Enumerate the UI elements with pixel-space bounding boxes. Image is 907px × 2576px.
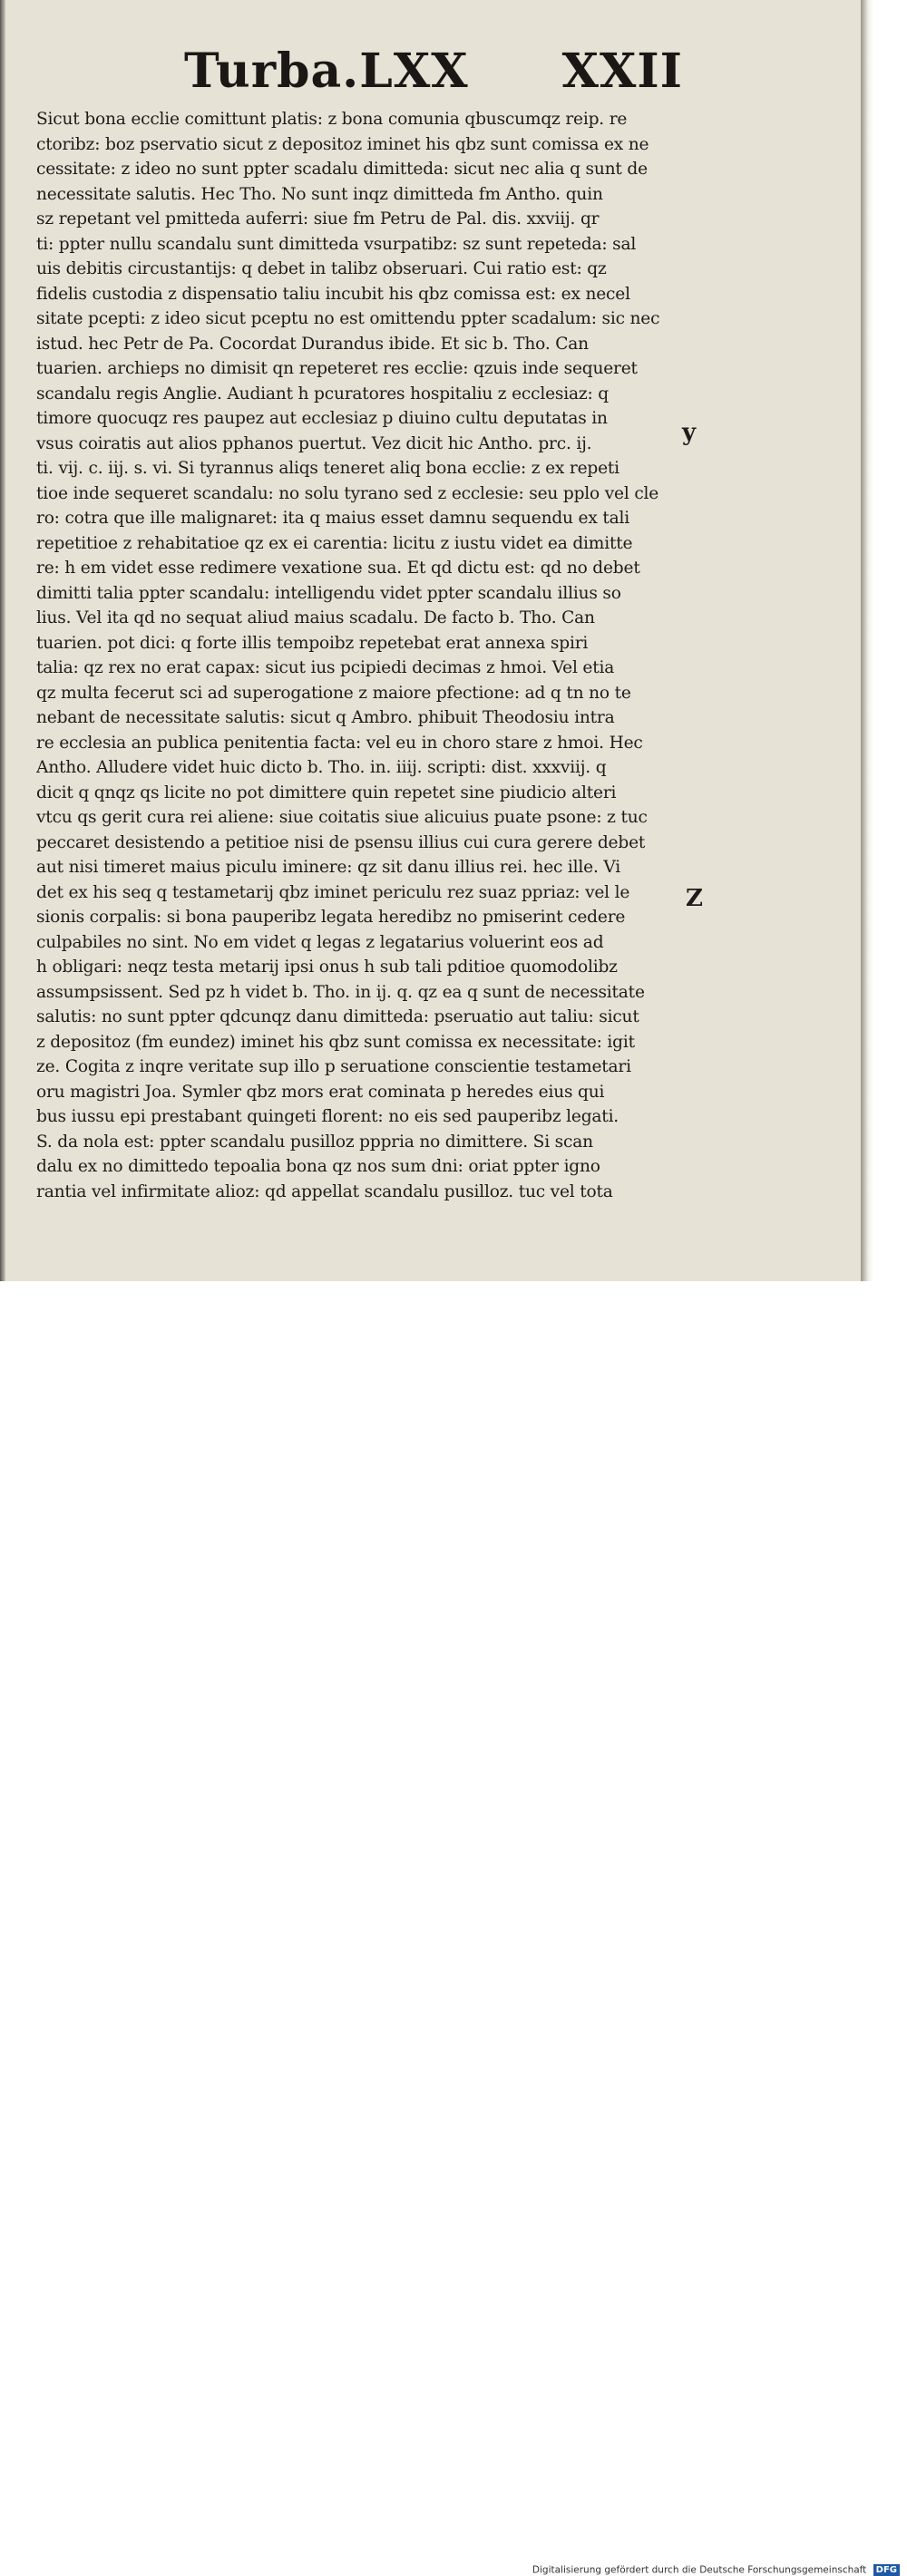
folio-number: XXII <box>561 44 683 99</box>
margin-mark-y: y <box>682 419 697 446</box>
text-line: dimitti talia ppter scandalu: intelligendu videt ppter scandalu illius so <box>36 583 621 603</box>
text-line: salutis: no sunt ppter qdcunqz danu dimitteda: pseruatio aut taliu: sicut <box>36 1007 639 1026</box>
binding-shadow <box>0 0 5 1281</box>
text-line: talia: qz rex no erat capax: sicut ius pcipiedi decimas z hmoi. Vel etia <box>36 658 615 677</box>
margin-mark-z: Z <box>686 885 703 912</box>
text-line: vtcu qs gerit cura rei aliene: siue coitatis siue alicuius puate psone: z tuc <box>36 808 648 827</box>
text-line: tuarien. archieps no dimisit qn repeteret res ecclie: qzuis inde sequeret <box>36 359 638 378</box>
digitization-credit <box>532 2564 900 2576</box>
text-line: nebant de necessitate salutis: sicut q Ambro. phibuit Theodosiu intra <box>36 708 615 727</box>
text-line: istud. hec Petr de Pa. Cocordat Durandus ibide. Et sic b. Tho. Can <box>36 334 589 354</box>
text-line: dalu ex no dimittedo tepoalia bona qz nos sum dni: oriat ppter igno <box>36 1157 600 1176</box>
text-line: h obligari: neqz testa metarij ipsi onus h sub tali pditioe quomodolibz <box>36 957 618 977</box>
body-text-block <box>36 107 689 1204</box>
text-line: re: h em videt esse redimere vexatione sua. Et qd dictu est: qd no debet <box>36 559 640 578</box>
text-line: tioe inde sequeret scandalu: no solu tyrano sed z ecclesie: seu pplo vel cle <box>36 483 659 503</box>
text-line: qz multa fecerut sci ad superogatione z maiore pfectione: ad q tn no te <box>36 683 631 703</box>
footer-band <box>0 1281 907 2576</box>
text-line: sitate pcepti: z ideo sicut pceptu no est omittendu ppter scadalum: sic nec <box>36 309 660 328</box>
text-line: ze. Cogita z inqre veritate sup illo p seruatione conscientie testametari <box>36 1057 631 1076</box>
text-line: culpabiles no sint. No em videt q legas z legatarius voluerint eos ad <box>36 932 604 952</box>
text-line: tuarien. pot dici: q forte illis tempoibz repetebat erat annexa spiri <box>36 633 589 653</box>
text-line: timore quocuqz res paupez aut ecclesiaz p diuino cultu deputatas in <box>36 409 608 428</box>
text-line: necessitate salutis. Hec Tho. No sunt inqz dimitteda fm Antho. quin <box>36 184 603 204</box>
text-line: ctoribz: boz pservatio sicut z depositoz iminet his qbz sunt comissa ex ne <box>36 134 649 154</box>
text-line: repetitioe z rehabitatioe qz ex ei carentia: licitu z iustu videt ea dimitte <box>36 533 633 553</box>
text-line: Antho. Alludere videt huic dicto b. Tho. in. iiij. scripti: dist. xxxviij. q <box>36 758 607 777</box>
text-line: aut nisi timeret maius piculu iminere: qz sit danu illius rei. hec ille. Vi <box>36 858 621 877</box>
text-line: ro: cotra que ille malignaret: ita q maius esset damnu sequendu ex tali <box>36 509 629 528</box>
text-line: vsus coiratis aut alios pphanos puertut. Vez dicit hic Antho. prc. ij. <box>36 433 592 453</box>
text-line: sionis corpalis: si bona pauperibz legata heredibz no pmiserint cedere <box>36 908 626 927</box>
text-line: ti. vij. c. iij. s. vi. Si tyrannus aliqs teneret aliq bona ecclie: z ex repeti <box>36 459 619 478</box>
running-header <box>177 44 694 98</box>
digitization-note: Digitalisierung gefördert durch die Deutsche Forschungsgemeinschaft <box>532 2564 867 2576</box>
dfg-logo: DFG <box>873 2564 900 2576</box>
text-line: S. da nola est: ppter scandalu pusilloz pppria no dimittere. Si scan <box>36 1132 593 1152</box>
text-line: oru magistri Joa. Symler qbz mors erat cominata p heredes eius qui <box>36 1082 605 1102</box>
text-line: sz repetant vel pmitteda auferri: siue fm Petru de Pal. dis. xxviij. qr <box>36 209 600 228</box>
text-line: lius. Vel ita qd no sequat aliud maius scadalu. De facto b. Tho. Can <box>36 608 595 627</box>
text-line: assumpsissent. Sed pz h videt b. Tho. in ij. q. qz ea q sunt de necessitate <box>36 982 645 1002</box>
scanned-page <box>0 0 873 1281</box>
text-line: ti: ppter nullu scandalu sunt dimitteda vsurpatibz: sz sunt repeteda: sal <box>36 234 637 254</box>
text-line: peccaret desistendo a petitioe nisi de psensu illius cui cura gerere debet <box>36 832 646 852</box>
text-line: cessitate: z ideo no sunt ppter scadalu dimitteda: sicut nec alia q sunt de <box>36 160 648 179</box>
text-line: bus iussu epi prestabant quingeti florent: no eis sed pauperibz legati. <box>36 1107 619 1126</box>
page-edge <box>861 0 873 1281</box>
text-line: z depositoz (fm eundez) iminet his qbz sunt comissa ex necessitate: igit <box>36 1032 635 1052</box>
text-line: rantia vel infirmitate alioz: qd appellat scandalu pusilloz. tuc vel tota <box>36 1181 613 1201</box>
text-line: dicit q qnqz qs licite no pot dimittere quin repetet sine piudicio alteri <box>36 783 617 802</box>
header-title: Turba.LXX <box>184 44 469 99</box>
text-line: scandalu regis Anglie. Audiant h pcuratores hospitaliu z ecclesiaz: q <box>36 384 609 403</box>
text-line: Sicut bona ecclie comittunt platis: z bona comunia qbuscumqz reip. re <box>36 110 628 129</box>
text-line: uis debitis circustantijs: q debet in talibz obseruari. Cui ratio est: qz <box>36 259 607 278</box>
text-line: re ecclesia an publica penitentia facta: vel eu in choro stare z hmoi. Hec <box>36 733 643 753</box>
text-line: det ex his seq q testametarij qbz iminet periculu rez suaz ppriaz: vel le <box>36 882 630 902</box>
text-line: fidelis custodia z dispensatio taliu incubit his qbz comissa est: ex necel <box>36 284 630 304</box>
